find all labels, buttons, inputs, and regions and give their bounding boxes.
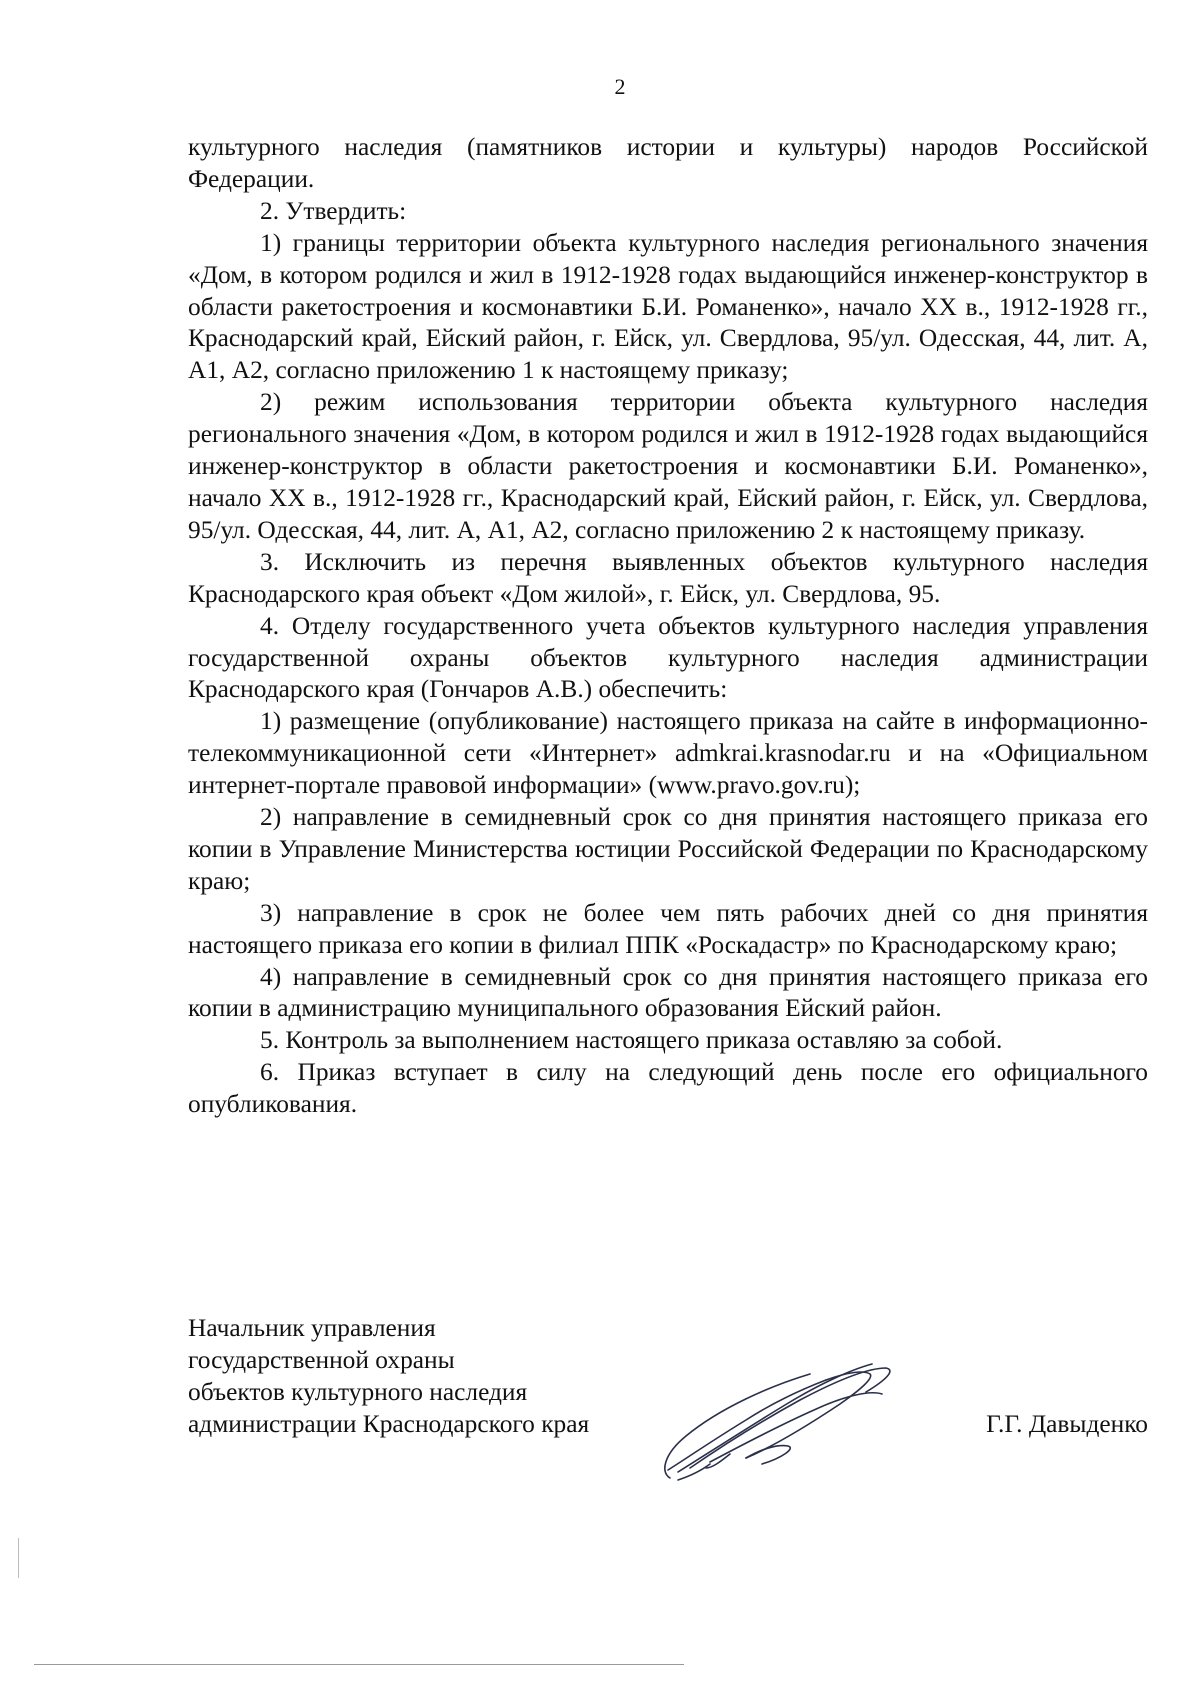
signatory-name: Г.Г. Давыденко	[986, 1410, 1148, 1438]
page-number: 2	[614, 74, 626, 99]
document-body	[188, 132, 1148, 1121]
paragraph-item-5: 5. Контроль за выполнением настоящего приказа оставляю за собой.	[260, 1026, 1003, 1055]
paragraph-item-3: 3. Исключить из перечня выявленных объектов культурного наследия Краснодарского края объект «Дом жилой», г. Ейск, ул. Свердлова, 95.	[188, 547, 1148, 608]
signatory-position	[188, 1313, 589, 1441]
paragraph-continuation: культурного наследия (памятников истории и культуры) народов Российской Федерации.	[188, 133, 1148, 193]
scan-bottom-line	[34, 1664, 684, 1665]
signatory-position-line: Начальник управления	[188, 1314, 436, 1342]
paragraph-item-2-2: 2) режим использования территории объекта культурного наследия регионального значения «Дом, в котором родился и жил в 1912-1928 годах выдающийся инженер-конструктор в области ракетостроения и космонавтики Б.И. Романенко», начало XX в., 1912-1928 гг., Краснодарский край, Ейский район, г. Ейск, ул. Свердлова, 95/ул. Одесская, 44, лит. А, А1, А2, согласно приложению 2 к настоящему приказу.	[188, 388, 1148, 544]
paragraph-item-4-3: 3) направление в срок не более чем пять рабочих дней со дня принятия настоящего приказа его копии в филиал ППК «Роскадастр» по Краснодарскому краю;	[188, 898, 1148, 959]
signatory-position-line: администрации Краснодарского края	[188, 1409, 590, 1438]
signatory-position-line: объектов культурного наследия	[188, 1377, 528, 1406]
paragraph-item-2: 2. Утвердить:	[260, 196, 407, 225]
paragraph-item-4: 4. Отделу государственного учета объектов культурного наследия управления государственной охраны объектов культурного наследия администрации Краснодарского края (Гончаров А.В.) обеспечить:	[188, 611, 1148, 704]
paragraph-item-4-2: 2) направление в семидневный срок со дня принятия настоящего приказа его копии в Управление Министерства юстиции Российской Федерации по Краснодарскому краю;	[188, 803, 1148, 895]
paragraph-item-4-1: 1) размещение (опубликование) настоящего приказа на сайте в информационно-телекоммуникационной сети «Интернет» admkrai.krasnodar.ru и на «Официальном интернет-портале правовой информации» (www.pravo.gov.ru);	[188, 707, 1148, 800]
paragraph-item-2-1: 1) границы территории объекта культурного наследия регионального значения «Дом, в котором родился и жил в 1912-1928 годах выдающийся инженер-конструктор в области ракетостроения и космонавтики Б.И. Романенко», начало XX в., 1912-1928 гг., Краснодарский край, Ейский район, г. Ейск, ул. Свердлова, 95/ул. Одесская, 44, лит. А, А1, А2, согласно приложению 1 к настоящему приказу;	[188, 228, 1148, 385]
signatory-position-line: государственной охраны	[188, 1345, 455, 1374]
scan-edge-mark	[18, 1538, 19, 1578]
handwritten-signature	[650, 1350, 920, 1490]
paragraph-item-4-4: 4) направление в семидневный срок со дня принятия настоящего приказа его копии в администрацию муниципального образования Ейский район.	[188, 962, 1148, 1023]
paragraph-item-6: 6. Приказ вступает в силу на следующий день после его официального опубликования.	[188, 1058, 1148, 1119]
